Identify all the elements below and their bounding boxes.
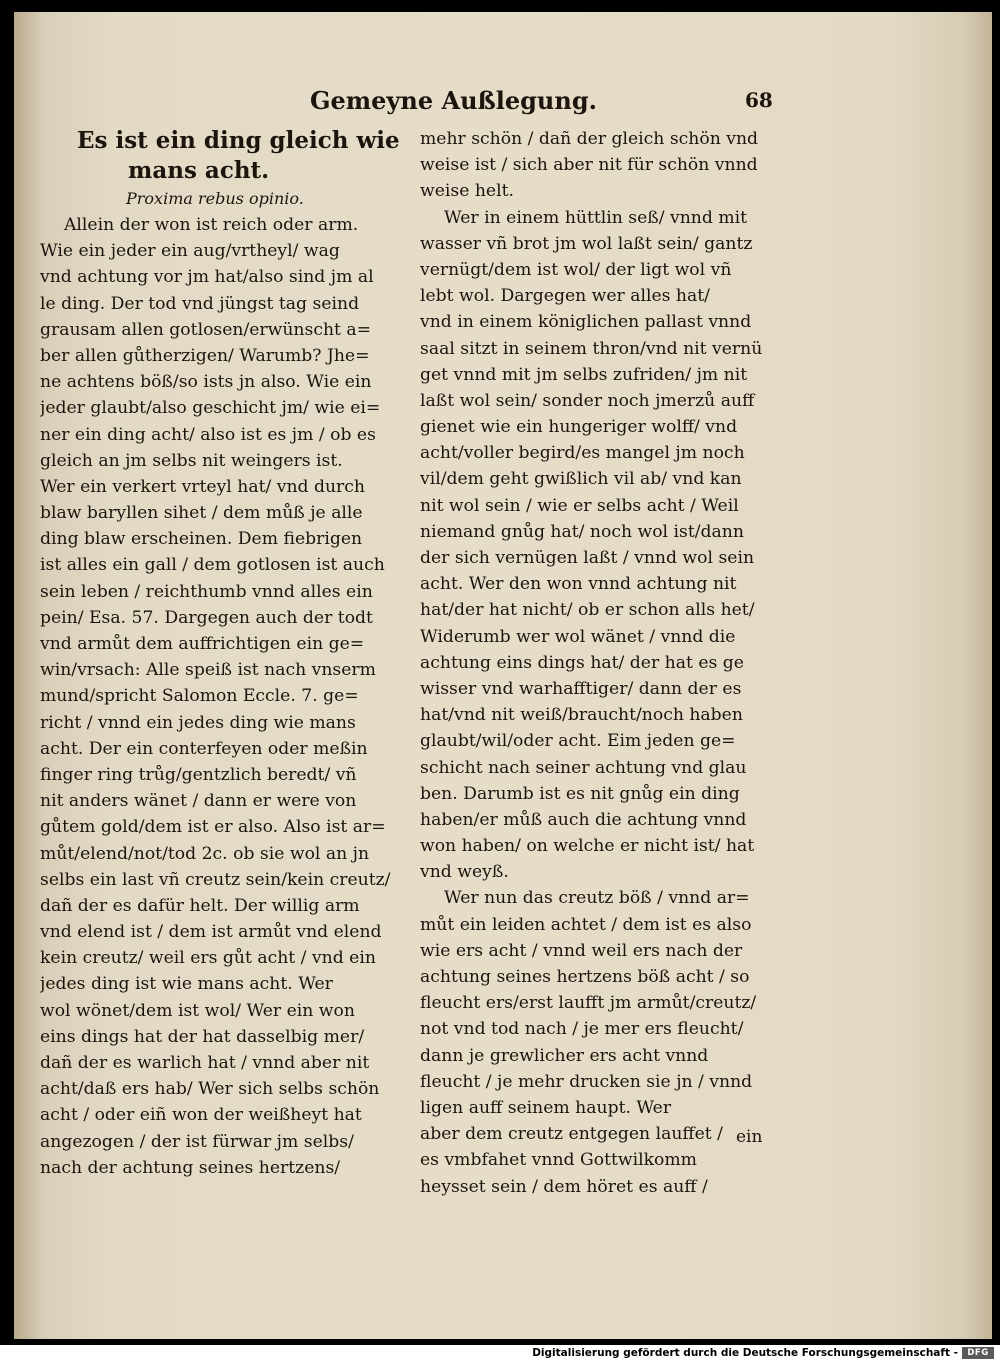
section-heading-line-2: mans acht.	[128, 157, 270, 184]
text-line: won haben/ on welche er nicht ist/ hat	[420, 836, 755, 857]
text-line: pein/ Esa. 57. Dargegen auch der todt	[40, 607, 373, 628]
text-line: vnd armůt dem auffrichtigen ein ge=	[40, 634, 365, 654]
text-line: hat/vnd nit weiß/braucht/noch haben	[420, 705, 743, 726]
text-line: můt ein leiden achtet / dem ist es also	[420, 914, 752, 935]
text-line: fleucht ers/erst laufft jm armůt/creutz/	[420, 993, 757, 1014]
text-line: achtung eins dings hat/ der hat es ge	[420, 652, 744, 673]
text-line: jeder glaubt/also geschicht jm/ wie ei=	[40, 398, 381, 419]
text-line: ner ein ding acht/ also ist es jm / ob es	[40, 424, 376, 445]
text-line: der sich vernügen laßt / vnnd wol sein	[420, 548, 755, 568]
text-line: Wer nun das creutz böß / vnnd ar=	[444, 888, 750, 909]
text-line: grausam allen gotlosen/erwünscht a=	[40, 319, 372, 340]
latin-motto: Proxima rebus opinio.	[126, 189, 304, 208]
text-line: weise ist / sich aber nit für schön vnnd	[420, 155, 758, 176]
text-line: saal sitzt in seinem thron/vnd nit vernü	[420, 338, 763, 359]
text-line: acht/voller begird/es mangel jm noch	[420, 443, 745, 464]
text-line: blaw baryllen sihet / dem můß je alle	[40, 503, 363, 524]
text-line: ne achtens böß/so ists jn also. Wie ein	[40, 372, 372, 393]
text-line: hat/der hat nicht/ ob er schon alls het/	[420, 600, 755, 621]
footer-credit: Digitalisierung gefördert durch die Deutsche Forschungsgemeinschaft -	[532, 1347, 958, 1359]
text-line: ligen auff seinem haupt. Wer	[420, 1097, 672, 1118]
text-line: ben. Darumb ist es nit gnůg ein ding	[420, 783, 740, 804]
text-line: ding blaw erscheinen. Dem fiebrigen	[40, 529, 363, 550]
text-line: wie ers acht / vnnd weil ers nach der	[420, 940, 743, 961]
page-number: 68	[745, 88, 773, 112]
text-line: richt / vnnd ein jedes ding wie mans	[40, 712, 356, 733]
text-line: eins dings hat der hat dasselbig mer/	[40, 1026, 365, 1047]
text-line: vnd achtung vor jm hat/also sind jm al	[40, 267, 374, 288]
dfg-logo: DFG	[962, 1347, 994, 1359]
right-column	[420, 126, 780, 1200]
text-line: Allein der won ist reich oder arm.	[64, 215, 359, 235]
text-line: acht. Der ein conterfeyen oder meßin	[40, 738, 368, 759]
text-line: vil/dem geht gwißlich vil ab/ vnd kan	[420, 469, 742, 490]
text-line: mund/spricht Salomon Eccle. 7. ge=	[40, 686, 359, 707]
text-line: dañ der es dafür helt. Der willig arm	[40, 895, 360, 916]
text-line: gůtem gold/dem ist er also. Also ist ar=	[40, 817, 386, 838]
text-line: nach der achtung seines hertzens/	[40, 1157, 341, 1178]
text-line: angezogen / der ist fürwar jm selbs/	[40, 1131, 354, 1152]
running-head: Gemeyne Außlegung.	[310, 86, 597, 115]
text-line: mehr schön / dañ der gleich schön vnd	[420, 129, 759, 149]
text-line: gienet wie ein hungeriger wolff/ vnd	[420, 417, 738, 438]
text-line: vnd elend ist / dem ist armůt vnd elend	[40, 922, 382, 943]
text-line: es vmbfahet vnnd Gottwilkomm	[420, 1150, 697, 1171]
text-line: Wer ein verkert vrteyl hat/ vnd durch	[40, 476, 365, 497]
text-line: Wie ein jeder ein aug/vrtheyl/ wag	[40, 241, 340, 262]
text-line: dañ der es warlich hat / vnnd aber nit	[40, 1053, 370, 1073]
text-line: heysset sein / dem höret es auff /	[420, 1176, 708, 1197]
text-line: achtung seines hertzens böß acht / so	[420, 967, 750, 987]
text-line: niemand gnůg hat/ noch wol ist/dann	[420, 521, 744, 542]
text-line: selbs ein last vñ creutz sein/kein creutz/	[40, 869, 391, 890]
text-line: kein creutz/ weil ers gůt acht / vnd ein	[40, 948, 376, 969]
text-line: get vnnd mit jm selbs zufriden/ jm nit	[420, 364, 748, 385]
text-line: wol wönet/dem ist wol/ Wer ein won	[40, 1000, 355, 1021]
text-line: ist alles ein gall / dem gotlosen ist auch	[40, 555, 385, 576]
left-column-lines	[40, 212, 400, 1181]
text-line: schicht nach seiner achtung vnd glau	[420, 757, 747, 778]
text-line: wisser vnd warhafftiger/ dann der es	[420, 678, 742, 699]
text-line: acht. Wer den won vnnd achtung nit	[420, 574, 737, 595]
text-line: not vnd tod nach / je mer ers fleucht/	[420, 1019, 744, 1040]
left-column	[40, 126, 400, 1181]
catchword: ein	[736, 1127, 763, 1147]
text-line: wasser vñ brot jm wol laßt sein/ gantz	[420, 233, 753, 254]
text-line: haben/er můß auch die achtung vnnd	[420, 809, 747, 830]
text-line: můt/elend/not/tod 2c. ob sie wol an jn	[40, 843, 370, 864]
text-line: aber dem creutz entgegen lauffet /	[420, 1124, 723, 1145]
text-line: weise helt.	[420, 181, 514, 202]
text-line: sein leben / reichthumb vnnd alles ein	[40, 581, 373, 602]
text-line: glaubt/wil/oder acht. Eim jeden ge=	[420, 731, 736, 752]
text-line: finger ring trůg/gentzlich beredt/ vñ	[40, 764, 357, 785]
text-line: vnd weyß.	[420, 862, 509, 883]
right-column-lines	[420, 126, 780, 1200]
text-line: Widerumb wer wol wänet / vnnd die	[420, 626, 736, 647]
text-line: lebt wol. Dargegen wer alles hat/	[420, 286, 710, 307]
text-line: jedes ding ist wie mans acht. Wer	[40, 974, 333, 995]
text-line: acht/daß ers hab/ Wer sich selbs schön	[40, 1079, 380, 1100]
section-heading-line-1: Es ist ein ding gleich wie	[77, 127, 400, 154]
text-line: nit wol sein / wie er selbs acht / Weil	[420, 495, 739, 516]
text-line: vernügt/dem ist wol/ der ligt wol vñ	[420, 259, 732, 280]
text-line: gleich an jm selbs nit weingers ist.	[40, 450, 343, 471]
text-line: le ding. Der tod vnd jüngst tag seind	[40, 293, 360, 314]
text-line: laßt wol sein/ sonder noch jmerzů auff	[420, 390, 755, 411]
text-line: fleucht / je mehr drucken sie jn / vnnd	[420, 1071, 753, 1092]
text-line: ber allen gůtherzigen/ Warumb? Jhe=	[40, 345, 370, 366]
text-line: dann je grewlicher ers acht vnnd	[420, 1045, 709, 1066]
text-line: vnd in einem königlichen pallast vnnd	[420, 312, 752, 333]
text-line: Wer in einem hüttlin seß/ vnnd mit	[444, 207, 748, 228]
text-line: win/vrsach: Alle speiß ist nach vnserm	[40, 660, 376, 681]
text-line: acht / oder eiñ won der weißheyt hat	[40, 1105, 362, 1126]
text-line: nit anders wänet / dann er were von	[40, 791, 357, 812]
